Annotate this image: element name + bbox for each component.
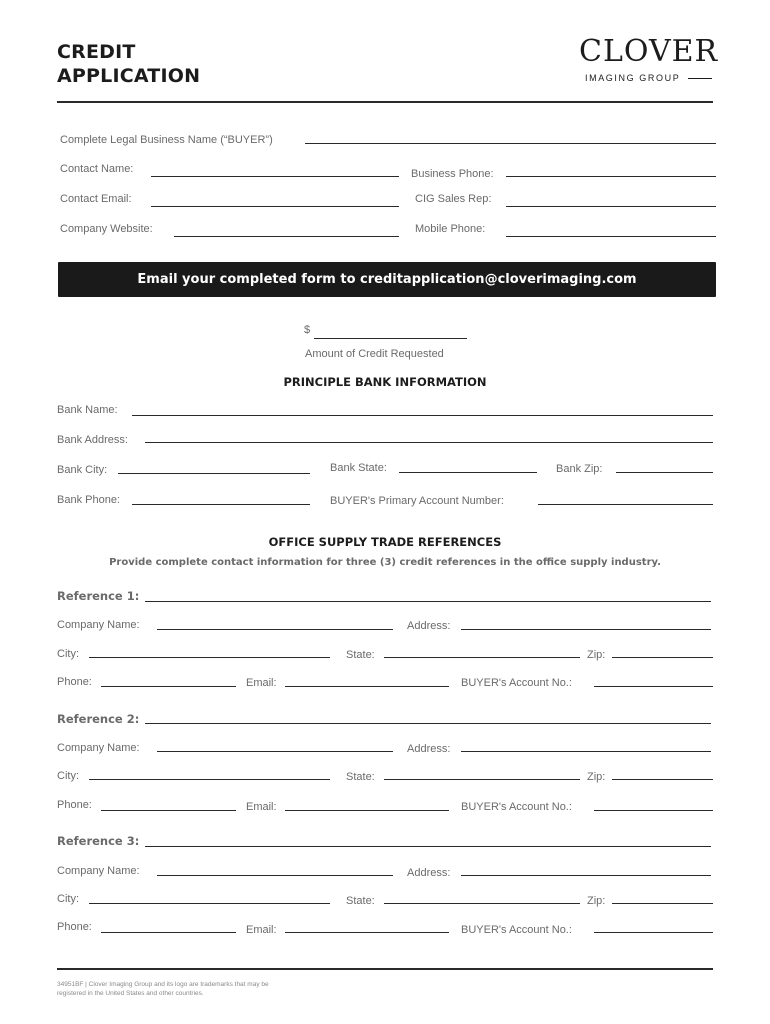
ref2-address-field[interactable] bbox=[461, 751, 711, 752]
business-phone-field[interactable] bbox=[506, 176, 716, 177]
ref2-city-label: City: bbox=[57, 770, 79, 782]
ref3-company-field[interactable] bbox=[157, 875, 393, 876]
title-line-2: APPLICATION bbox=[57, 65, 201, 87]
ref2-company-field[interactable] bbox=[157, 751, 393, 752]
ref1-company-field[interactable] bbox=[157, 629, 393, 630]
ref2-city-field[interactable] bbox=[89, 779, 330, 780]
ref3-phone-label: Phone: bbox=[57, 921, 92, 933]
reference-2-name-field[interactable] bbox=[145, 723, 711, 724]
ref3-account-label: BUYER's Account No.: bbox=[461, 924, 572, 936]
ref3-zip-label: Zip: bbox=[587, 895, 606, 907]
bank-zip-label: Bank Zip: bbox=[556, 463, 603, 475]
clover-logo-subtitle: IMAGING GROUP bbox=[585, 73, 681, 83]
ref1-email-field[interactable] bbox=[285, 686, 449, 687]
bank-phone-field[interactable] bbox=[132, 504, 310, 505]
bank-state-label: Bank State: bbox=[330, 462, 387, 474]
bank-city-field[interactable] bbox=[118, 473, 310, 474]
mobile-phone-field[interactable] bbox=[506, 236, 716, 237]
ref3-zip-field[interactable] bbox=[612, 903, 713, 904]
reference-1-name-field[interactable] bbox=[145, 601, 711, 602]
ref2-account-field[interactable] bbox=[594, 810, 713, 811]
ref2-email-label: Email: bbox=[246, 801, 277, 813]
ref1-account-field[interactable] bbox=[594, 686, 713, 687]
ref3-email-field[interactable] bbox=[285, 932, 449, 933]
ref2-email-field[interactable] bbox=[285, 810, 449, 811]
ref1-phone-field[interactable] bbox=[101, 686, 236, 687]
contact-name-field[interactable] bbox=[151, 176, 399, 177]
bank-account-field[interactable] bbox=[538, 504, 713, 505]
ref2-phone-label: Phone: bbox=[57, 799, 92, 811]
ref1-state-label: State: bbox=[346, 649, 375, 661]
ref3-city-label: City: bbox=[57, 893, 79, 905]
ref1-email-label: Email: bbox=[246, 677, 277, 689]
bank-address-field[interactable] bbox=[145, 442, 713, 443]
clover-logo: CLOVER bbox=[579, 34, 719, 69]
contact-email-label: Contact Email: bbox=[60, 193, 132, 205]
ref3-city-field[interactable] bbox=[89, 903, 330, 904]
bank-account-label: BUYER's Primary Account Number: bbox=[330, 495, 504, 507]
credit-amount-label: Amount of Credit Requested bbox=[305, 348, 444, 360]
credit-amount-field[interactable] bbox=[314, 338, 467, 339]
ref2-state-field[interactable] bbox=[384, 779, 580, 780]
ref2-zip-label: Zip: bbox=[587, 771, 606, 783]
reference-1-title: Reference 1: bbox=[57, 589, 140, 603]
bank-city-label: Bank City: bbox=[57, 464, 108, 476]
bank-phone-label: Bank Phone: bbox=[57, 494, 120, 506]
ref3-address-field[interactable] bbox=[461, 875, 711, 876]
ref3-account-field[interactable] bbox=[594, 932, 713, 933]
ref3-email-label: Email: bbox=[246, 924, 277, 936]
ref2-phone-field[interactable] bbox=[101, 810, 236, 811]
website-field[interactable] bbox=[174, 236, 399, 237]
bank-address-label: Bank Address: bbox=[57, 434, 128, 446]
header-divider bbox=[57, 101, 713, 103]
form-title bbox=[57, 40, 200, 88]
ref1-address-label: Address: bbox=[407, 620, 451, 632]
business-phone-label: Business Phone: bbox=[411, 168, 494, 180]
logo-dash-divider bbox=[688, 78, 712, 79]
ref3-address-label: Address: bbox=[407, 867, 451, 879]
legal-name-field[interactable] bbox=[305, 143, 716, 144]
ref2-state-label: State: bbox=[346, 771, 375, 783]
mobile-phone-label: Mobile Phone: bbox=[415, 223, 486, 235]
ref3-company-label: Company Name: bbox=[57, 865, 140, 877]
legal-name-label: Complete Legal Business Name (“BUYER”) bbox=[60, 134, 273, 146]
title-line-1: CREDIT bbox=[57, 41, 136, 63]
email-instruction-banner: Email your completed form to creditapplication@cloverimaging.com bbox=[58, 262, 716, 297]
ref1-company-label: Company Name: bbox=[57, 619, 140, 631]
bank-heading: PRINCIPLE BANK INFORMATION bbox=[283, 375, 487, 389]
ref1-zip-field[interactable] bbox=[612, 657, 713, 658]
trade-subheading: Provide complete contact information for three (3) credit references in the office supply industry. bbox=[109, 557, 661, 568]
ref1-city-field[interactable] bbox=[89, 657, 330, 658]
footer-trademark-text: 34951BF | Clover Imaging Group and its logo are trademarks that may be registered in the United States and other countries. bbox=[57, 981, 269, 997]
footer-divider bbox=[57, 968, 713, 970]
dollar-sign: $ bbox=[304, 324, 311, 336]
ref2-account-label: BUYER's Account No.: bbox=[461, 801, 572, 813]
bank-name-field[interactable] bbox=[132, 415, 713, 416]
ref1-state-field[interactable] bbox=[384, 657, 580, 658]
reference-3-title: Reference 3: bbox=[57, 834, 140, 848]
trade-heading: OFFICE SUPPLY TRADE REFERENCES bbox=[268, 535, 502, 549]
ref1-city-label: City: bbox=[57, 648, 79, 660]
website-label: Company Website: bbox=[60, 223, 153, 235]
contact-name-label: Contact Name: bbox=[60, 163, 134, 175]
ref1-address-field[interactable] bbox=[461, 629, 711, 630]
ref3-state-label: State: bbox=[346, 895, 375, 907]
reference-2-title: Reference 2: bbox=[57, 712, 140, 726]
bank-name-label: Bank Name: bbox=[57, 404, 118, 416]
reference-3-name-field[interactable] bbox=[145, 846, 711, 847]
ref3-state-field[interactable] bbox=[384, 903, 580, 904]
ref2-address-label: Address: bbox=[407, 743, 451, 755]
ref1-account-label: BUYER's Account No.: bbox=[461, 677, 572, 689]
sales-rep-label: CIG Sales Rep: bbox=[415, 193, 492, 205]
ref1-phone-label: Phone: bbox=[57, 676, 92, 688]
ref3-phone-field[interactable] bbox=[101, 932, 236, 933]
contact-email-field[interactable] bbox=[151, 206, 399, 207]
ref2-zip-field[interactable] bbox=[612, 779, 713, 780]
ref1-zip-label: Zip: bbox=[587, 649, 606, 661]
ref2-company-label: Company Name: bbox=[57, 742, 140, 754]
sales-rep-field[interactable] bbox=[506, 206, 716, 207]
bank-state-field[interactable] bbox=[399, 472, 537, 473]
bank-zip-field[interactable] bbox=[616, 472, 713, 473]
